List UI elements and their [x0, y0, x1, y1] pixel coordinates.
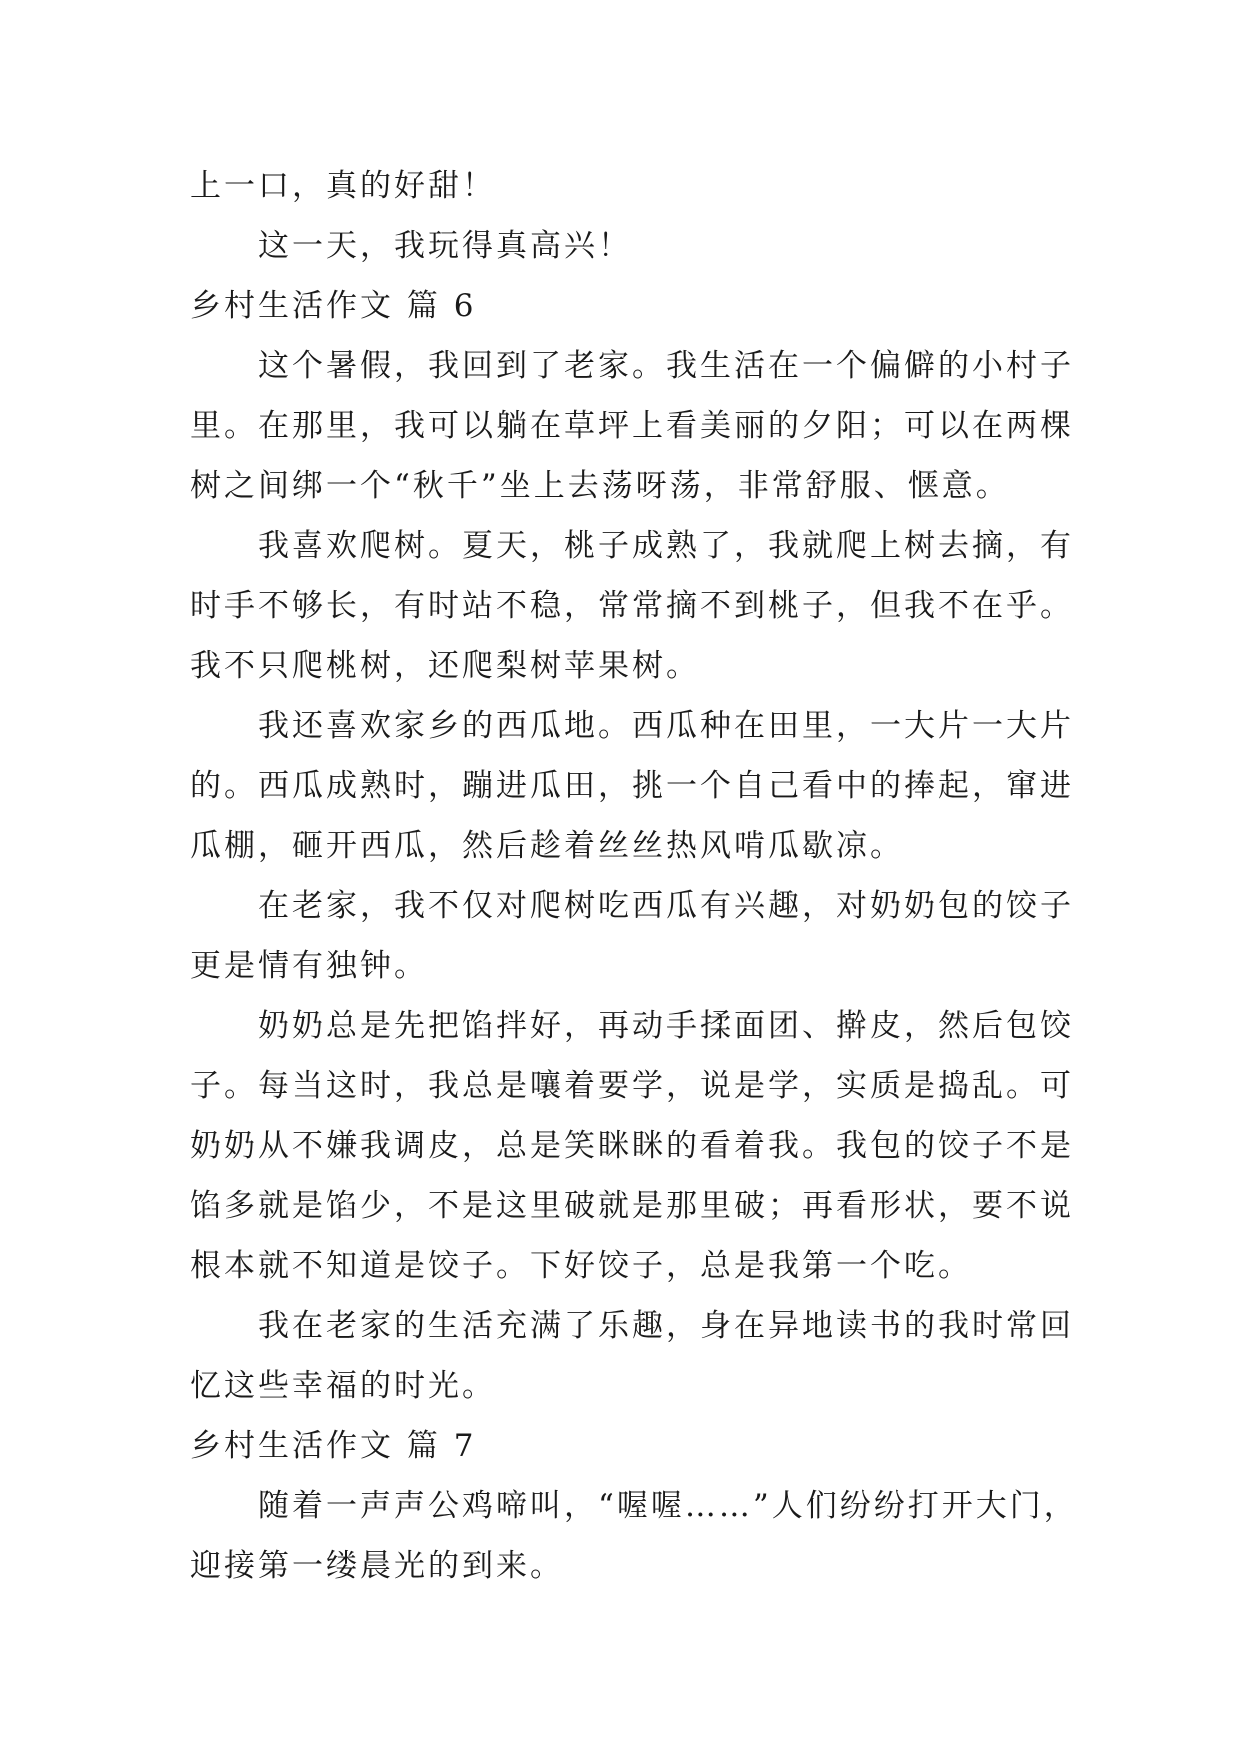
text-line: 馅多就是馅少，不是这里破就是那里破；再看形状，要不说 [190, 1188, 1074, 1224]
text-line: 我还喜欢家乡的西瓜地。西瓜种在田里，一大片一大片 [258, 708, 1074, 744]
text-line: 里。在那里，我可以躺在草坪上看美丽的夕阳；可以在两棵 [190, 408, 1074, 444]
text-line: 更是情有独钟。 [190, 948, 428, 984]
text-line: 子。每当这时，我总是嚷着要学，说是学，实质是捣乱。可 [190, 1068, 1074, 1104]
text-line: 树之间绑一个“秋千”坐上去荡呀荡，非常舒服、惬意。 [190, 468, 1010, 504]
text-line: 忆这些幸福的时光。 [190, 1368, 496, 1404]
text-line: 我喜欢爬树。夏天，桃子成熟了，我就爬上树去摘，有 [258, 528, 1074, 564]
section-heading: 乡村生活作文 篇 6 [190, 288, 477, 324]
text-line: 根本就不知道是饺子。下好饺子，总是我第一个吃。 [190, 1248, 972, 1284]
text-line: 在老家，我不仅对爬树吃西瓜有兴趣，对奶奶包的饺子 [258, 888, 1074, 924]
text-line: 上一口，真的好甜！ [190, 168, 496, 204]
text-line: 奶奶总是先把馅拌好，再动手揉面团、擀皮，然后包饺 [258, 1008, 1074, 1044]
text-line: 时手不够长，有时站不稳，常常摘不到桃子，但我不在乎。 [190, 588, 1074, 624]
text-line: 我在老家的生活充满了乐趣，身在异地读书的我时常回 [258, 1308, 1074, 1344]
text-line: 奶奶从不嫌我调皮，总是笑眯眯的看着我。我包的饺子不是 [190, 1128, 1074, 1164]
text-line: 这一天，我玩得真高兴！ [258, 228, 632, 264]
section-heading: 乡村生活作文 篇 7 [190, 1428, 477, 1464]
text-line: 迎接第一缕晨光的到来。 [190, 1548, 564, 1584]
text-line: 的。西瓜成熟时，蹦进瓜田，挑一个自己看中的捧起，窜进 [190, 768, 1074, 804]
text-line: 瓜棚，砸开西瓜，然后趁着丝丝热风啃瓜歇凉。 [190, 828, 904, 864]
text-line: 我不只爬桃树，还爬梨树苹果树。 [190, 648, 700, 684]
text-line: 随着一声声公鸡啼叫，“喔喔……”人们纷纷打开大门， [258, 1488, 1078, 1524]
text-line: 这个暑假，我回到了老家。我生活在一个偏僻的小村子 [258, 348, 1074, 384]
